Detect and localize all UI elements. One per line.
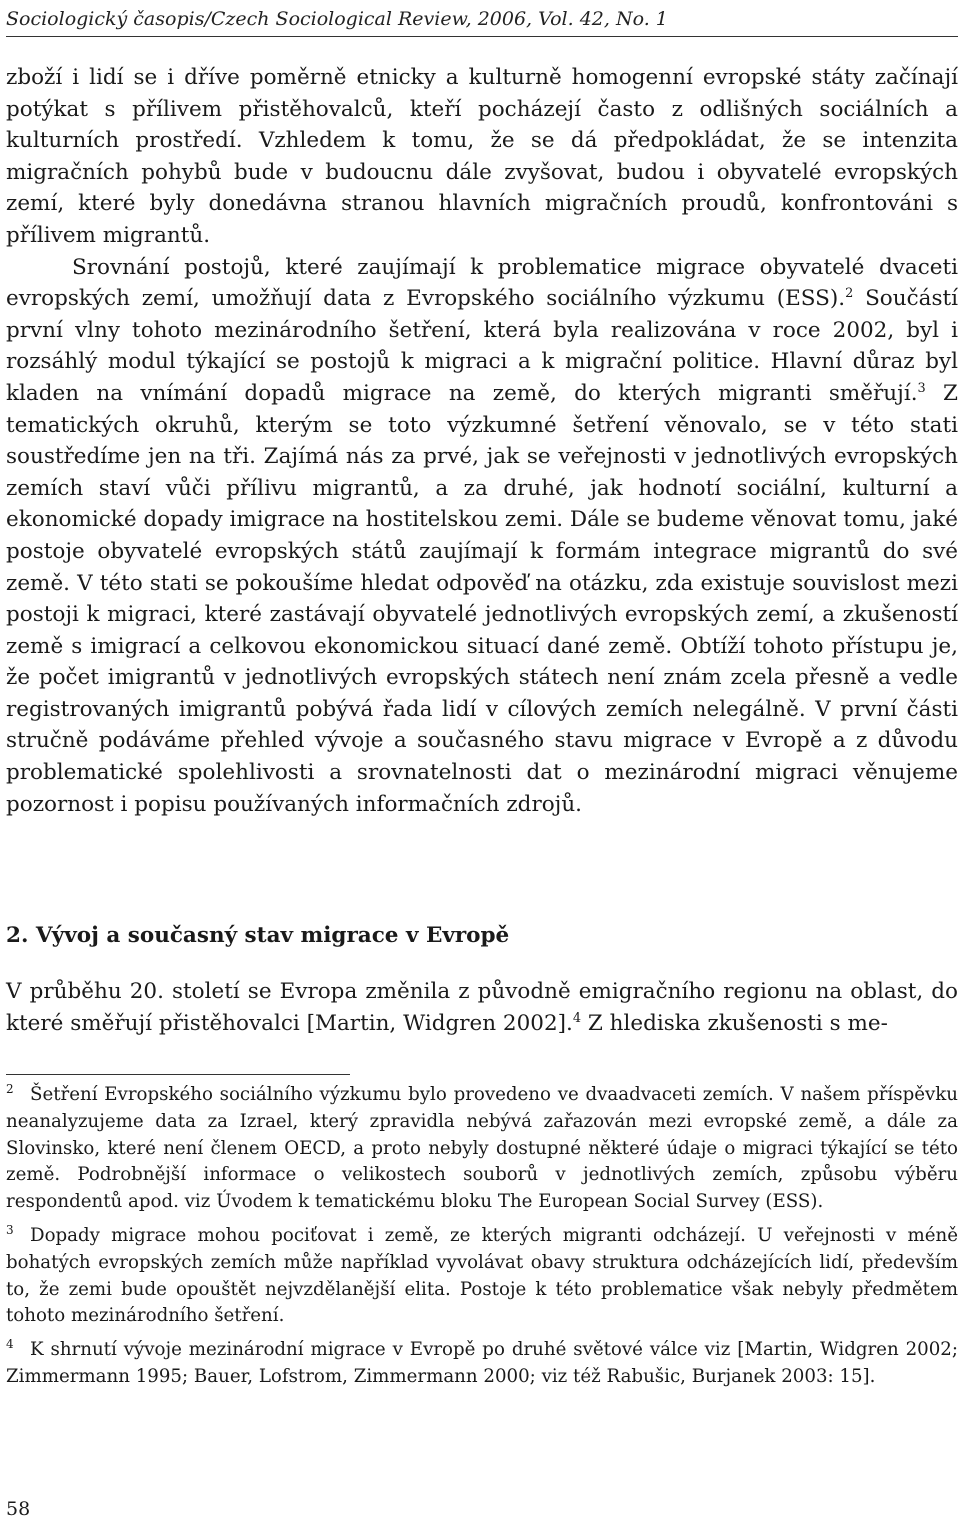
footnote-ref-2[interactable]: 2 [845, 286, 854, 301]
footnote-text: Dopady migrace mohou pociťovat i země, ze kterých migranti odcházejí. U veřejnosti v méně bohatých evropských zemích může například vyvolávat obavy struktura odcházejících lidí, především to, že zemi bude opouštět nejvzdělanější elita. Postoje k této problematice však nebyly předmětem tohoto mezinárodního šetření. [6, 1224, 958, 1327]
footnote-text: K shrnutí vývoje mezinárodní migrace v Evropě po druhé světové válce viz [Martin, Widgren 2002; Zimmermann 1995; Bauer, Lofstrom, Zimmermann 2000; viz též Rabušic, Burjanek 2003: 15]. [6, 1339, 958, 1387]
footnote-2: 2 Šetření Evropského sociálního výzkumu bylo provedeno ve dvaadvaceti zemích. V našem příspěvku neanalyzujeme data za Izrael, který zpravidla nebývá zařazován mezi evropské země, a dále za Slovinsko, které není členem OECD, a proto nebyly dostupné některé údaje o migraci týkající se této země. Podrobnější informace o velikostech souborů v jednotlivých zemích, způsobu výběru respondentů apod. viz Úvodem k tematickému bloku The European Social Survey (ESS). [6, 1081, 958, 1213]
journal-page [6, 0, 958, 1538]
section-heading: 2. Vývoj a současný stav migrace v Evropě [6, 923, 510, 948]
paragraph-2-part-c: Z tematických okruhů, kterým se toto výzkumné šetření věnovalo, se v této stati soustředíme jen na tři. Zajímá nás za prvé, jak se veřejnosti v jednotlivých evropských zemích staví vůči přílivu migrantů, a za druhé, jak hodnotí sociální, kulturní a ekonomické dopady imigrace na hostitelskou zemi. Dále se budeme věnovat tomu, jaké postoje obyvatelé evropských států zaujímají k formám integrace migrantů do své země. V této stati se pokoušíme hledat odpověď na otázku, zda existuje souvislost mezi postoji k migraci, které zastávají obyvatelé jednotlivých evropských zemí, a zkušeností země s imigrací a celkovou ekonomickou situací dané země. Obtíží tohoto přístupu je, že počet imigrantů v jednotlivých evropských státech není znám zcela přesně a vedle registrovaných imigrantů pobývá řada lidí v cílových zemích nelegálně. V první části stručně podáváme přehled vývoje a současného stavu migrace v Evropě a z důvodu problematické spolehlivosti a srovnatelnosti dat o mezinárodní migraci věnujeme pozornost i popisu používaných informačních zdrojů. [6, 380, 958, 817]
running-header: Sociologický časopis/Czech Sociological Review, 2006, Vol. 42, No. 1 [6, 8, 668, 30]
paragraph-2 [6, 252, 958, 821]
paragraph-2-part-b: Součástí první vlny tohoto mezinárodního šetření, která byla realizována v roce 2002, byl i rozsáhlý modul týkající se postojů k migraci a k migrační politice. Hlavní důraz byl kladen na vnímání dopadů migrace na země, do kterých migranti směřují. [6, 286, 959, 406]
footnote-4: 4 K shrnutí vývoje mezinárodní migrace v Evropě po druhé světové válce viz [Martin, Widgren 2002; Zimmermann 1995; Bauer, Lofstrom, Zimmermann 2000; viz též Rabušic, Burjanek 2003: 15]. [6, 1337, 958, 1387]
paragraph-2-part-a: Srovnání postojů, které zaujímají k problematice migrace obyvatelé dvaceti evropských zemí, umožňují data z Evropského sociálního výzkumu (ESS). [6, 254, 958, 312]
footnote-rule [6, 1074, 350, 1075]
header-rule [6, 36, 958, 37]
footnote-ref-3[interactable]: 3 [917, 380, 926, 396]
page-number: 58 [6, 1498, 31, 1520]
main-body [6, 62, 958, 820]
footnote-ref-4[interactable]: 4 [572, 1010, 582, 1026]
footnotes [6, 1082, 958, 1398]
section-text-part-a: V průběhu 20. století se Evropa změnila z původně emigračního regionu na oblast, do které směřují přistěhovalci [Martin, Widgren 2002]. [6, 979, 958, 1036]
footnote-3: 3 Dopady migrace mohou pociťovat i země, ze kterých migranti odcházejí. U veřejnosti v méně bohatých evropských zemích může například vyvolávat obavy struktura odcházejících lidí, především to, že zemi bude opouštět nejvzdělanější elita. Postoje k této problematice však nebyly předmětem tohoto mezinárodního šetření. [6, 1222, 958, 1327]
footnote-text: Šetření Evropského sociálního výzkumu bylo provedeno ve dvaadvaceti zemích. V našem příspěvku neanalyzujeme data za Izrael, který zpravidla nebývá zařazován mezi evropské země, a dále za Slovinsko, které není členem OECD, a proto nebyly dostupné některé údaje o migraci týkající se této země. Podrobnější informace o velikostech souborů v jednotlivých zemích, způsobu výběru respondentů apod. viz Úvodem k tematickému bloku The European Social Survey (ESS). [6, 1084, 958, 1213]
paragraph-1: zboží i lidí se i dříve poměrně etnicky a kulturně homogenní evropské státy začínají potýkat s přílivem přistěhovalců, kteří pocházejí často z odlišných sociálních a kulturních prostředí. Vzhledem k tomu, že se dá předpokládat, že se intenzita migračních pohybů bude v budoucnu dále zvyšovat, budou i obyvatelé evropských zemí, které byly donedávna stranou hlavních migračních proudů, konfrontováni s přílivem migrantů. [6, 65, 958, 248]
section-paragraph [6, 976, 958, 1039]
section-text-part-b: Z hlediska zkušenosti s me- [581, 1010, 888, 1036]
